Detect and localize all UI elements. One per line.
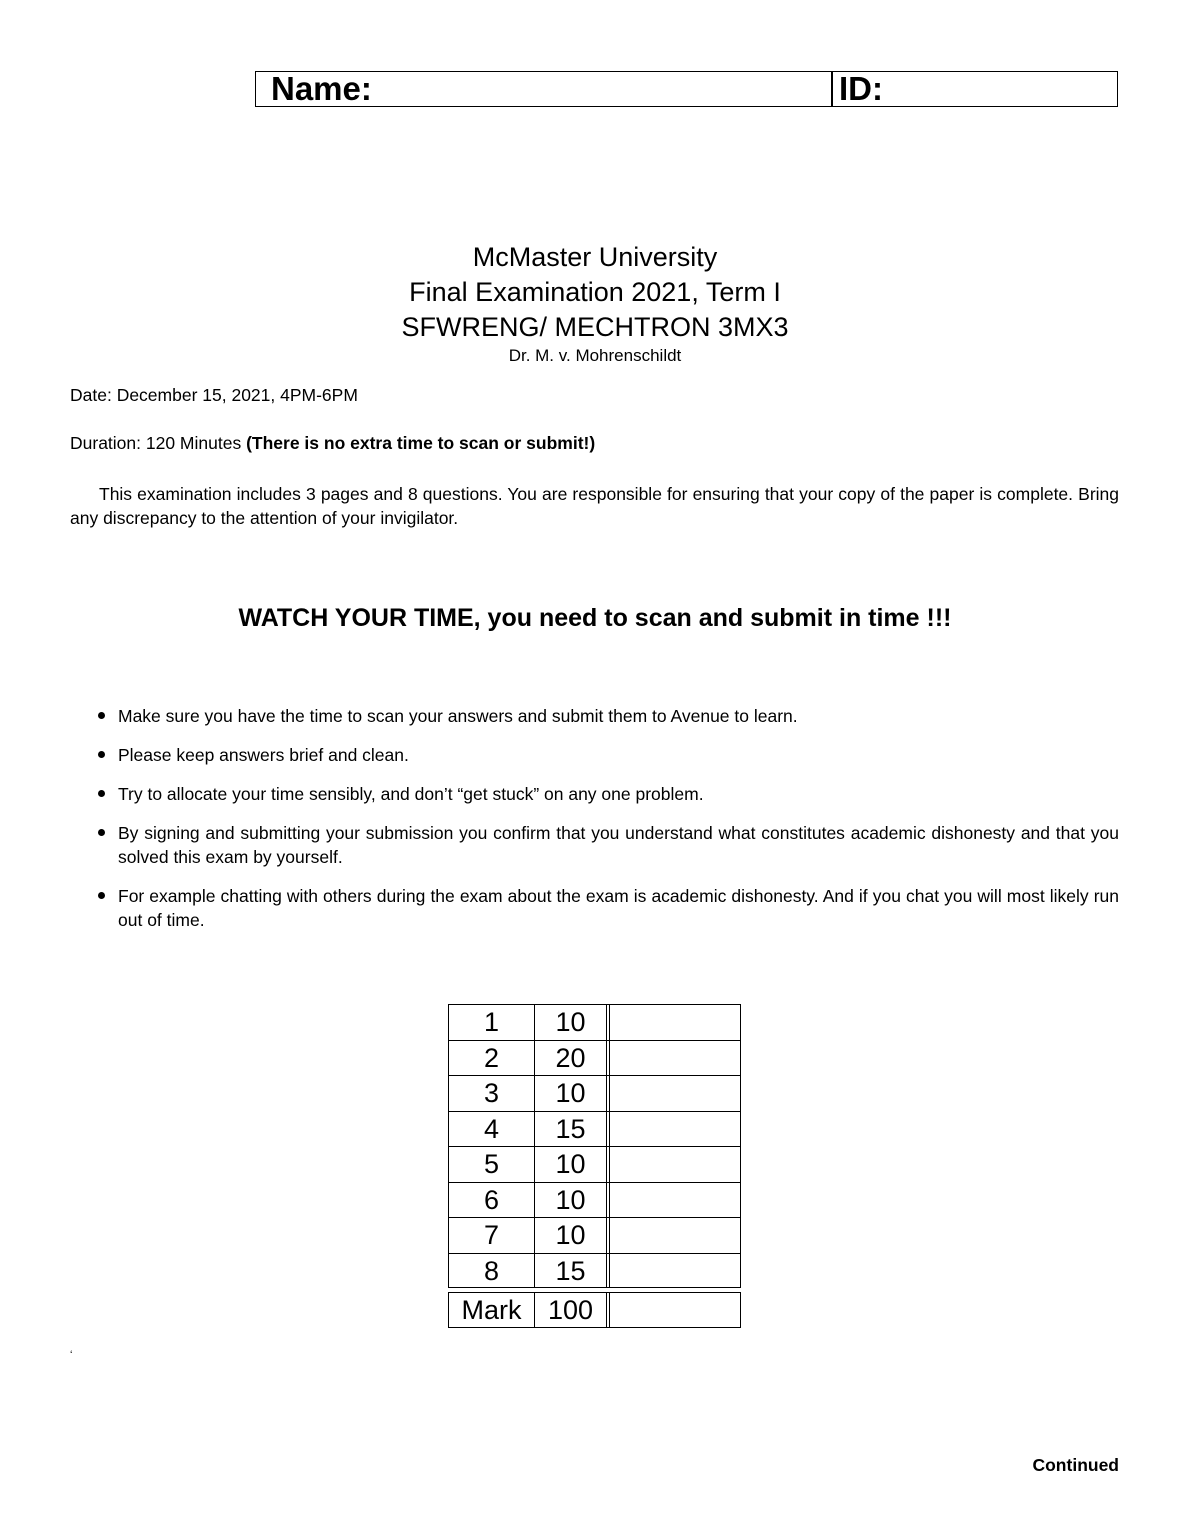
score-cell (606, 1076, 740, 1111)
name-id-box (255, 71, 1118, 107)
title-block (0, 240, 1190, 367)
table-row: 1 10 (448, 1004, 741, 1040)
list-item: Please keep answers brief and clean. (95, 743, 1119, 767)
marks-table (448, 1004, 741, 1328)
stray-mark: ‘ (70, 1349, 73, 1361)
bullet-icon (98, 829, 105, 836)
list-item: Try to allocate your time sensibly, and don’t “get stuck” on any one problem. (95, 782, 1119, 806)
table-row: 3 10 (448, 1075, 741, 1111)
score-cell (606, 1218, 740, 1253)
total-score-cell (606, 1293, 740, 1327)
score-cell (606, 1005, 740, 1040)
duration-note: (There is no extra time to scan or submit!) (246, 433, 596, 453)
score-cell (606, 1041, 740, 1076)
time-warning: WATCH YOUR TIME, you need to scan and submit in time !!! (238, 604, 952, 632)
table-row: 2 20 (448, 1040, 741, 1076)
instructions-paragraph: This examination includes 3 pages and 8 questions. You are responsible for ensuring that your copy of the paper is complete. Bring any discrepancy to the attention of your invigilator. (70, 484, 1119, 528)
rules-list (95, 704, 1119, 947)
bullet-icon (98, 751, 105, 758)
exam-date: Date: December 15, 2021, 4PM-6PM (70, 385, 358, 405)
list-item: By signing and submitting your submission you confirm that you understand what constitutes academic dishonesty and that you solved this exam by yourself. (95, 821, 1119, 869)
score-cell (606, 1254, 740, 1288)
university-name: McMaster University (472, 242, 718, 272)
continued-label: Continued (1032, 1455, 1119, 1475)
table-row: 8 15 (448, 1253, 741, 1289)
total-label: Mark (449, 1293, 535, 1327)
exam-title: Final Examination 2021, Term I (409, 277, 781, 307)
exam-duration (70, 432, 595, 454)
list-item: Make sure you have the time to scan your answers and submit them to Avenue to learn. (95, 704, 1119, 728)
bullet-icon (98, 790, 105, 797)
instructor-name: Dr. M. v. Mohrenschildt (508, 346, 682, 365)
bullet-icon (98, 892, 105, 899)
duration-label: Duration: 120 Minutes (70, 433, 247, 453)
table-row: 7 10 (448, 1217, 741, 1253)
score-cell (606, 1112, 740, 1147)
table-row: 5 10 (448, 1146, 741, 1182)
course-code: SFWRENG/ MECHTRON 3MX3 (401, 312, 789, 342)
score-cell (606, 1147, 740, 1182)
total-value: 100 (547, 1295, 594, 1325)
list-item: For example chatting with others during the exam about the exam is academic dishonesty. And if you chat you will most likely run out of time. (95, 884, 1119, 932)
score-cell (606, 1183, 740, 1218)
bullet-icon (98, 712, 105, 719)
table-row: 4 15 (448, 1111, 741, 1147)
table-row: 6 10 (448, 1182, 741, 1218)
total-row (448, 1292, 741, 1328)
name-label: Name: (256, 72, 833, 106)
id-label: ID: (839, 70, 883, 107)
